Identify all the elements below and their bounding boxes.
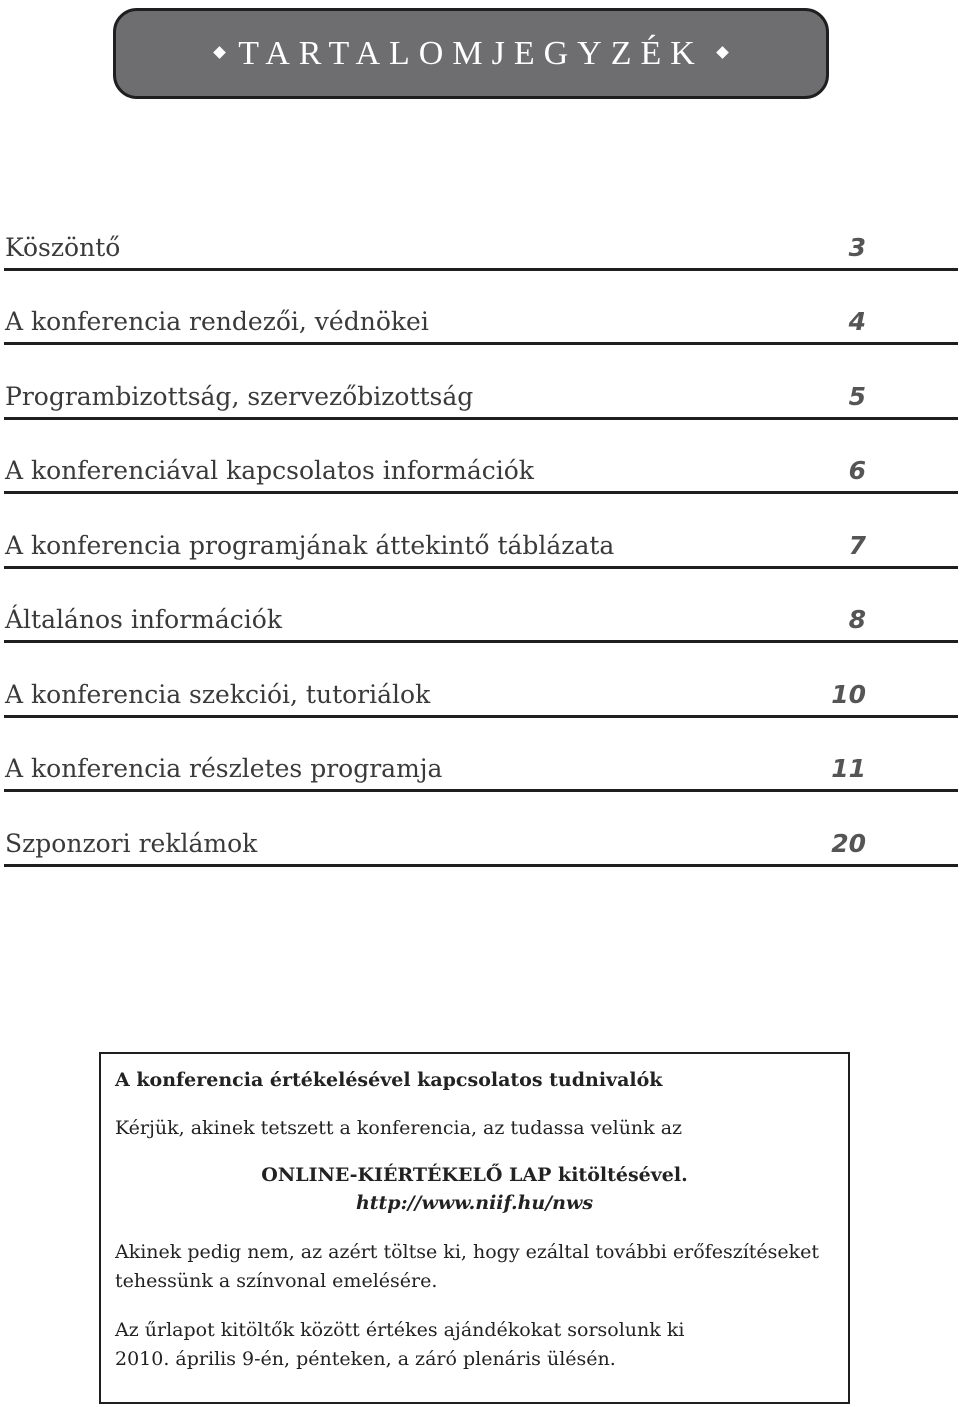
toc-row[interactable] (4, 718, 958, 793)
toc-page-number: 11 (831, 754, 866, 783)
diamond-icon (716, 46, 729, 59)
page-title (201, 35, 741, 73)
info-paragraph (115, 1316, 834, 1374)
toc-label: A konferencia szekciói, tutoriálok (5, 679, 431, 709)
toc-label: A konferencia rendezői, védnökei (5, 307, 429, 336)
info-line: Akinek pedig nem, az azért töltse ki, hogy ezáltal további erőfeszítéseket (115, 1241, 820, 1263)
toc-label: Szponzori reklámok (5, 828, 258, 858)
toc-label: Köszöntő (5, 232, 121, 262)
toc-page-number: 10 (831, 679, 866, 709)
toc-page-number: 3 (848, 232, 866, 262)
toc-page-number: 8 (848, 605, 866, 634)
toc-row[interactable] (4, 494, 958, 569)
title-banner (113, 8, 829, 99)
toc-row[interactable] (4, 569, 958, 644)
toc-row[interactable] (4, 420, 958, 495)
info-line: tehessünk a színvonal emelésére. (115, 1270, 438, 1292)
toc-page-number: 5 (848, 381, 866, 411)
toc-row[interactable] (4, 643, 958, 718)
toc-label: A konferencia programjának áttekintő táblázata (5, 530, 615, 560)
toc-row[interactable] (4, 271, 958, 346)
toc-page-number: 20 (831, 828, 866, 858)
toc-label: Általános információk (5, 605, 282, 634)
toc-row[interactable] (4, 345, 958, 420)
toc-page-number: 4 (848, 307, 866, 336)
evaluation-url-link[interactable]: http://www.niif.hu/nws (355, 1192, 594, 1214)
toc-row[interactable] (4, 196, 958, 271)
toc-label: A konferenciával kapcsolatos információk (5, 456, 534, 485)
toc-row[interactable] (4, 792, 958, 867)
info-box-heading: A konferencia értékelésével kapcsolatos tudnivalók (115, 1069, 663, 1091)
table-of-contents (4, 196, 958, 867)
info-paragraph: Kérjük, akinek tetszett a konferencia, az tudassa velünk az (115, 1117, 683, 1139)
info-line: 2010. április 9-én, pénteken, a záró plenáris ülésén. (115, 1348, 616, 1370)
toc-label: Programbizottság, szervezőbizottság (5, 381, 474, 411)
toc-page-number: 6 (848, 456, 866, 485)
diamond-icon (213, 46, 226, 59)
online-form-name: ONLINE-KIÉRTÉKELŐ LAP kitöltésével. (261, 1164, 688, 1186)
info-paragraph (115, 1238, 834, 1296)
evaluation-info-box (99, 1052, 850, 1404)
info-line: Az űrlapot kitöltők között értékes ajándékokat sorsolunk ki (115, 1319, 685, 1341)
toc-page-number: 7 (848, 530, 866, 560)
toc-label: A konferencia részletes programja (5, 754, 443, 783)
page-title-text: TARTALOMJEGYZÉK (238, 34, 704, 72)
